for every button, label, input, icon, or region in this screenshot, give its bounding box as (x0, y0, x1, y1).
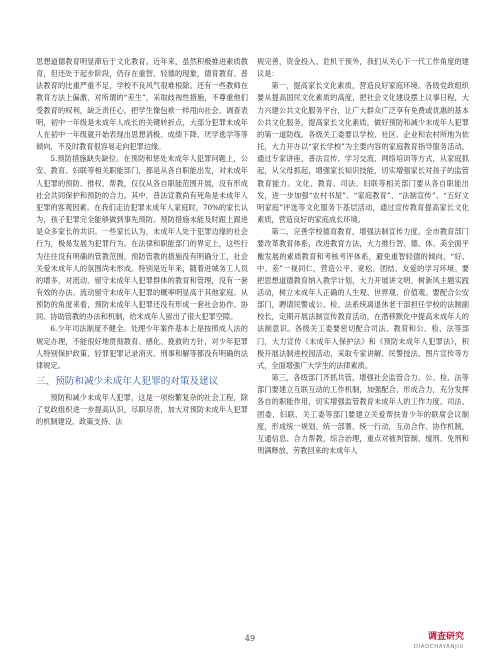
left-paragraphs (36, 56, 248, 372)
brand-title: 调查研究 (427, 632, 464, 642)
paragraph: 第二，完善学校德育教育，增强法制宣传力度。全市教育部门要改革教育体系，改进教育方法，大力推行智、德、体、美全面平衡发展的素质教育和考核考评体系，避免重智轻德的倾向，“好、中、差”一视同仁，营造公平、宽松、团结、友爱的学习环境。要把思想道德教育纳入教学计划，大力开展讲文明、树新风主题实践活动，树立未成年人正确的人生观、世界观、价值观。要配合公安部门，聘请民警或公、检、法系统离退休老干部担任学校的法制副校长，定期开展法制宣传教育活动，在潜移默化中提高未成年人的法制意识。各级关工委要密切配合司法、教育和公、检、法等部门，大力宣传《未成年人保护法》和《预防未成年人犯罪法》，积极开展法制进校园活动，采取专家讲解、民警授法、图片宣传等方式，全面增强广大学生的法律素质。 (257, 227, 469, 370)
left-column (36, 56, 248, 428)
journal-brand (394, 632, 464, 651)
left-paragraphs-after (36, 392, 248, 428)
paragraph: 第三，各级部门齐抓共管，增强社会监管合力。公、检、法等部门要建立互联互动的工作机制，加强配合，形成合力，充分发挥各自的职能作用，切实增强监管教育未成年人的工作力度。司法、团委、妇联、关工委等部门要建立关爱帮扶青少年的联席会议制度，形成统一规划、统一部署、统一行动，互动合作、协作机制，互通信息、合力帮教，综合治理，重点对被判管制、缓刑、免刑和刑满释放、劳教回来的未成年人 (257, 373, 469, 455)
right-column (257, 56, 469, 457)
paragraph: 6.少年司法制度不健全。处理少年案件基本上是按照成人法的规定办理，不能很好地贯彻教育、感化、挽救的方针，对少年犯罪人特别保护政策、轻罪犯罪记录消灭、刑事和解等都没有明确的法律规定。 (36, 324, 248, 370)
paragraph: 第一，提高家长文化素质，营造良好家庭环境。各级党政组织要从提高国民文化素质的高度，把社会文化建设摆上议事日程，大力兴建公共文化服务平台，让广大群众广泛享有免费或优惠的基本公共文化服务，提高家长文化素质，做好预防和减少未成年人犯罪的第一道防线。各级关工委要以学校、社区、企业和农村所地为依托，大力开办以“家长学校”为主要内容的家庭教育指导服务活动，通过专家讲座、普法宣传、学习交流、网络培训等方式，从家庭抓起，从父母抓起，增强家长知识技能，切实增强家长对孩子的监管教育能力。文化、教育、司法、妇联等相关部门要从各自职能出发，进一步加强“农村书屋”、“家庭教育”、“法制宣传”、“五好文明家庭”评选等文化服务下基层活动，通过宣传教育提高家长文化素质，营造良好的家庭成长环境。 (257, 81, 469, 225)
paragraph: 预防和减少未成年人犯罪，这是一项纷繁复杂的社会工程，除了党政组织进一步提高认识，尽职尽责，加大对预防未成年人犯罪的机制建设、政策支持、法 (36, 392, 248, 426)
paragraph: 规完善，资金投入、危机干预外，我们从关心下一代工作角度的建议是： (257, 57, 469, 79)
paragraph: 5.预防措施缺失缺位。在预防和惩处未成年人犯罪问题上，公安、教育、妇联等相关职能部门，都是从各自职能出发，对未成年人犯罪的预防、推权、帮教，仅仅从各自职能范围开展，没有形成社会共同保护和预防的合力。其中，普法宣教尚有死角是未成年人犯罪的客观因素。在我们走访犯罪未成年人家庭时，70%的家长认为，孩子犯罪完全能够做到事先预防。预防措施未能及时跟上跟进是众多家长的共识。一些家长认为，未成年人处于犯罪边缘的社会行为，极易发展为犯罪行为。在法律和职能部门的界定上，这些行为往往没有明确的管教范围，预防管教的措施没有明确分工，社会关爱未成年人的氛围尚未形成。特别是近年来，随着进城务工人员的增多，对流动、留守未成年人犯罪群体的教育和管理，没有一套有效的办法。流动留守未成年人犯罪的概率明显高于其他家庭。从预防的角度来看，预防未成年人犯罪还没有形成一套社会协作、协同、协助管教的办法和机制，给未成年人留出了很大犯罪空隙。 (36, 154, 248, 322)
brand-subtitle: DIAOCHAYANJIU (413, 644, 464, 650)
section-heading: 三、预防和减少未成年人犯罪的对策及建议 (36, 376, 219, 388)
paragraph: 思想道德教育明显滞后于文化教育。近年来，虽然积极推进素质教育，但还处于起步阶段，仍存在重智、轻德的现象，德育教育、普法教育的比重严重不足，学校不良风气很难根除。还有一些教师在教育方法上偏激，对所谓的“差生”，采取歧视性措施，不尊重他们受教育的权利，缺乏责任心，把学生像包袱一样甩向社会。调查表明，初中一年级是未成年人成长的关键转折点，大部分犯罪未成年人在初中一年级就开始表现出思想消极、成绩下降、厌学逃学等等倾向，不及时教育很容易走向犯罪边缘。 (36, 57, 248, 152)
page-number: 49 (244, 634, 256, 643)
